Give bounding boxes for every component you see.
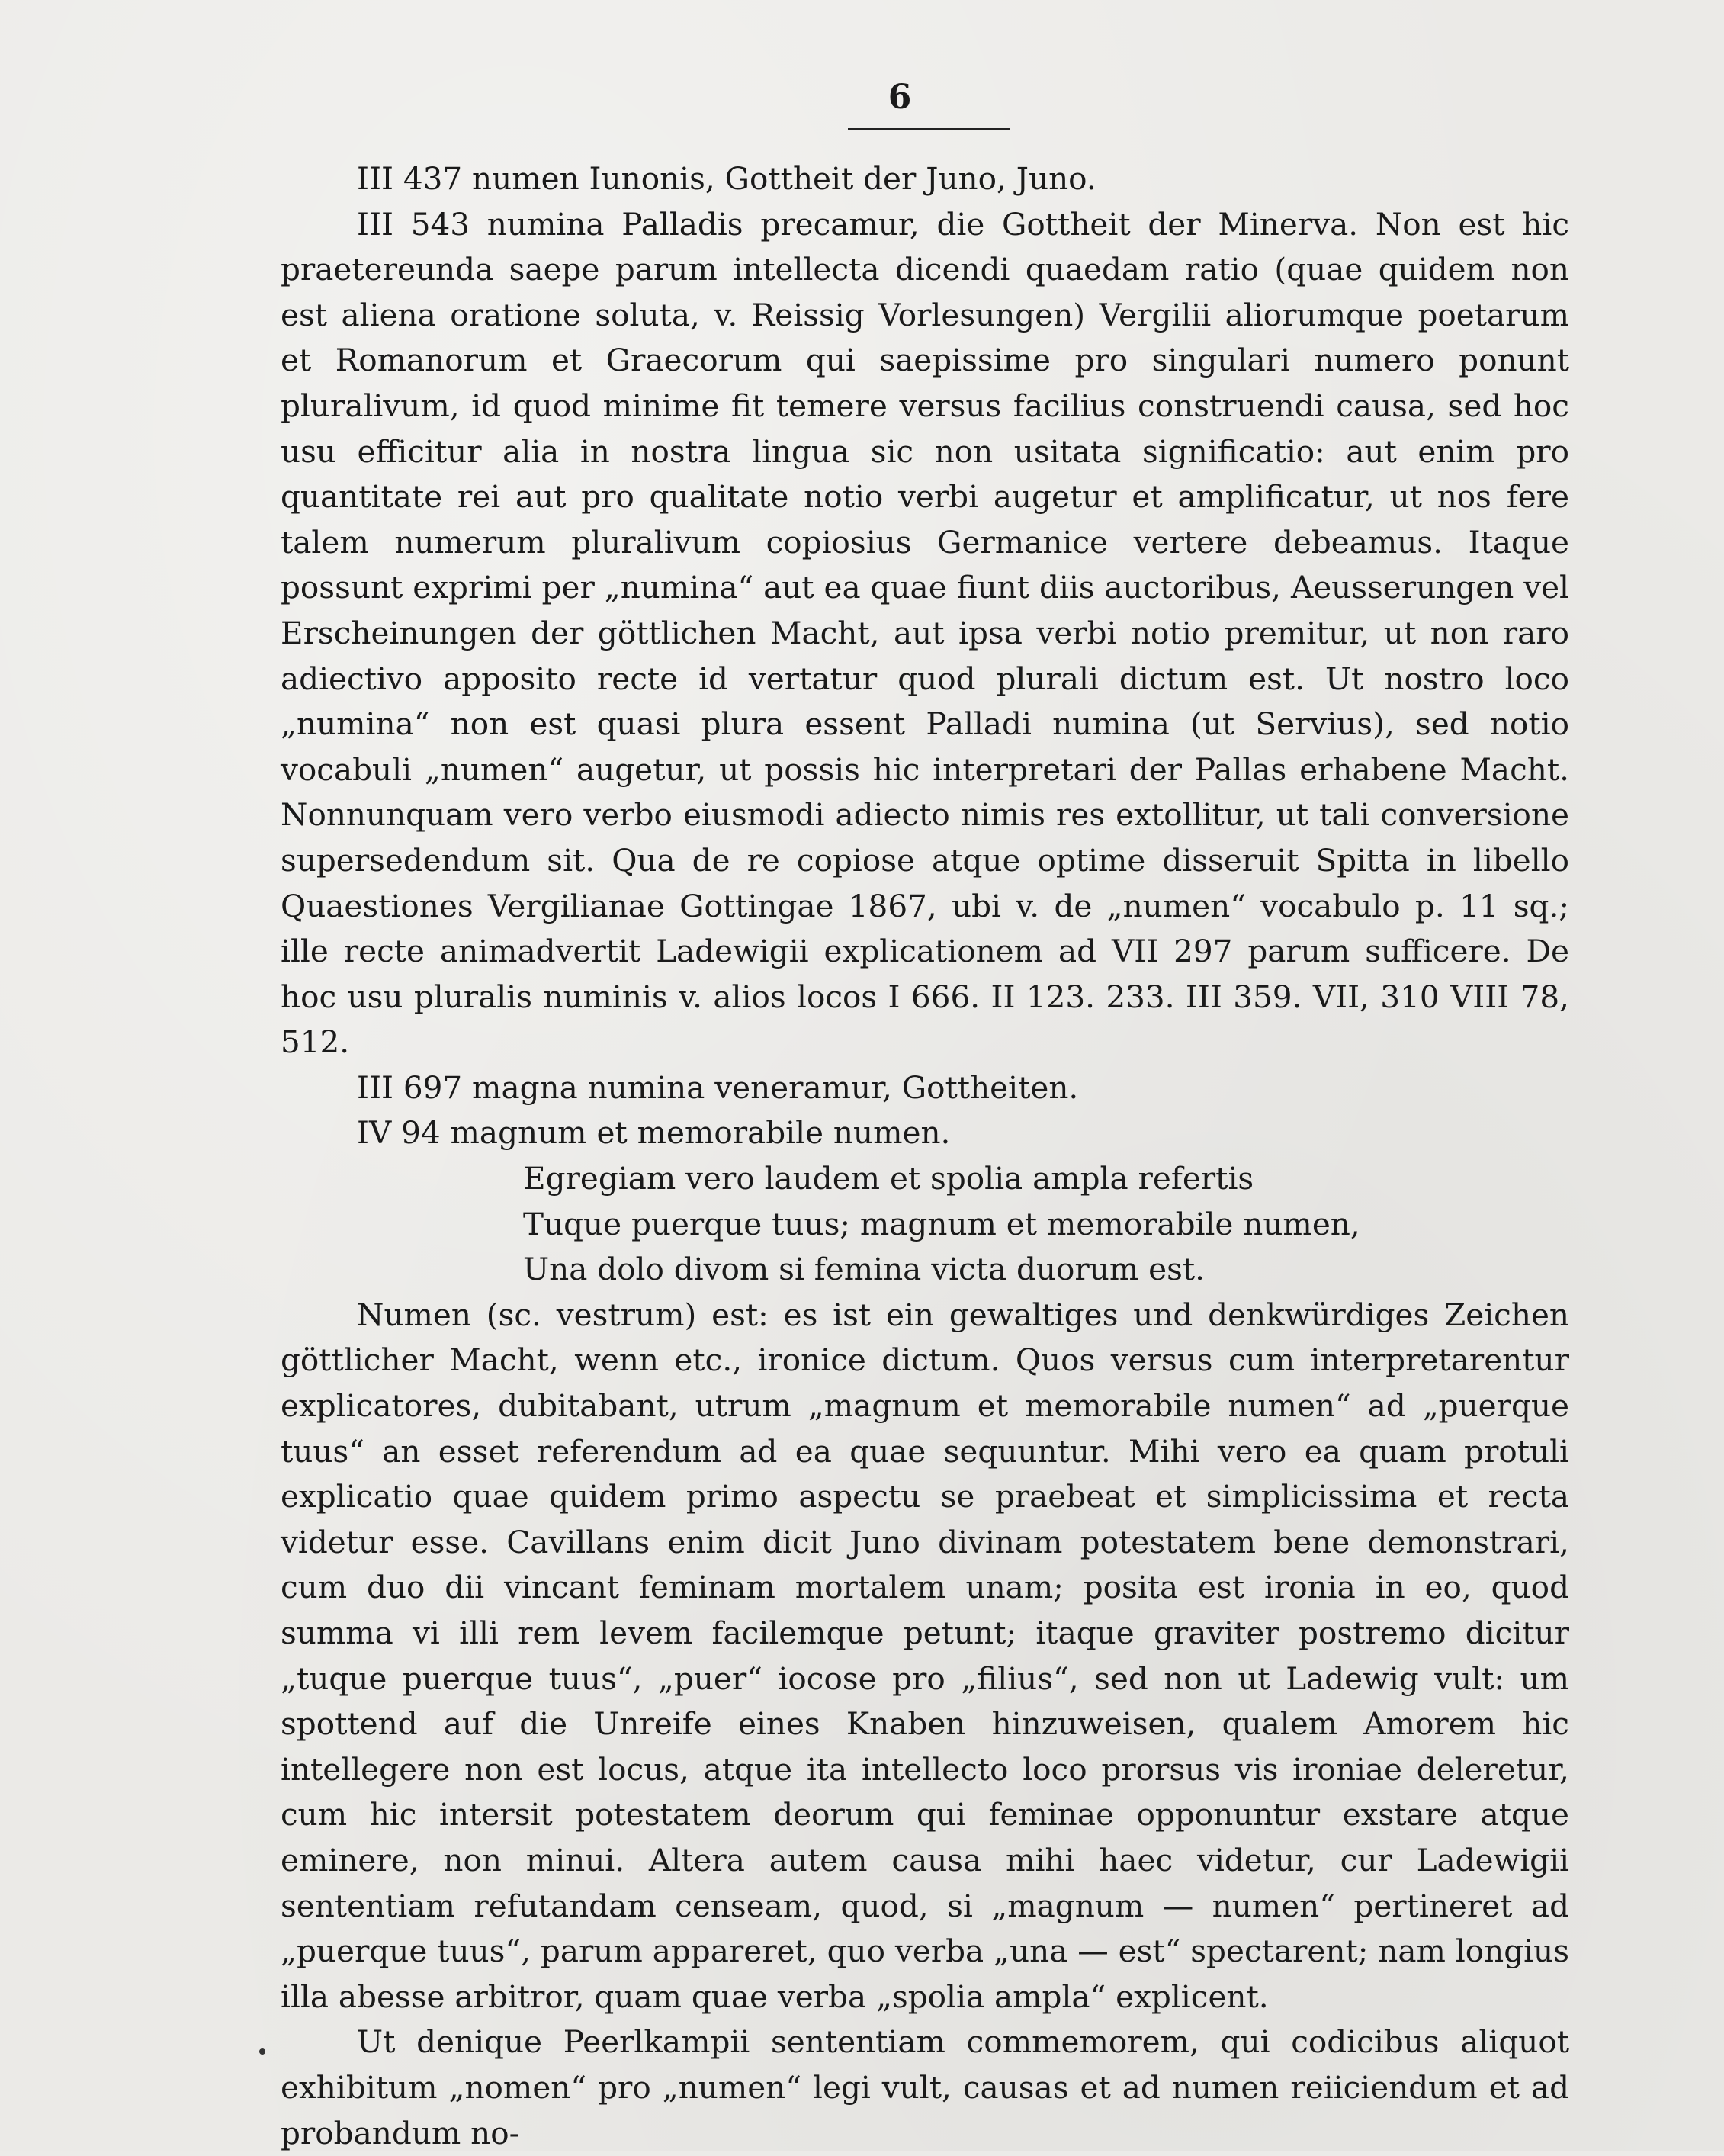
page-number-rule bbox=[848, 128, 1010, 130]
verse-line-3: Una dolo divom si femina victa duorum est. bbox=[523, 1251, 1206, 1288]
entry-iv-94: IV 94 magnum et memorabile numen. bbox=[357, 1114, 951, 1152]
entry-iii-437: III 437 numen Iunonis, Gottheit der Juno, Juno. bbox=[357, 160, 1096, 197]
main-text bbox=[281, 156, 1569, 2156]
entry-iii-697: III 697 magna numina veneramur, Gottheiten. bbox=[357, 1068, 1079, 1106]
verse-line-2: Tuque puerque tuus; magnum et memorabile numen, bbox=[523, 1205, 1360, 1242]
print-speck bbox=[259, 2048, 265, 2055]
paragraph-iii-543: III 543 numina Palladis precamur, die Gottheit der Minerva. Non est hic praetereunda saepe parum intellecta dicendi quaedam ratio (quae quidem non est aliena oratione soluta, v. Reissig Vorlesungen) Vergilii aliorumque poetarum et Romanorum et Graecorum qui saepissime pro singulari numero ponunt pluralivum, id quod minime fit temere versus facilius construendi causa, sed hoc usu efficitur alia in nostra lingua sic non usitata significatio: aut enim pro quantitate rei aut pro qualitate notio verbi augetur et amplificatur, ut nos fere talem numerum pluralivum copiosius Germanice vertere debeamus. Itaque possunt exprimi per „numina“ aut ea quae fiunt diis auctoribus, Aeusserungen vel Erscheinungen der göttlichen Macht, aut ipsa verbi notio premitur, ut non raro adiectivo apposito recte id vertatur quod plurali dictum est. Ut nostro loco „numina“ non est quasi plura essent Palladi numina (ut Servius), sed notio vocabuli „numen“ augetur, ut possis hic interpretari der Pallas erhabene Macht. Nonnunquam vero verbo eiusmodi adiecto nimis res extollitur, ut tali conversione supersedendum sit. Qua de re copiose atque optime disseruit Spitta in libello Quaestiones Vergilianae Gottingae 1867, ubi v. de „numen“ vocabulo p. 11 sq.; ille recte animadvertit Ladewigii explicationem ad VII 297 parum sufficere. De hoc usu pluralis numinis v. alios locos I 666. II 123. 233. III 359. VII, 310 VIII 78, 512. bbox=[281, 205, 1569, 1061]
verse-line-1: Egregiam vero laudem et spolia ampla refertis bbox=[523, 1160, 1254, 1197]
paragraph-peerlkamp: Ut denique Peerlkampii sententiam commemorem, qui codicibus aliquot exhibitum „nomen“ pro „numen“ legi vult, causas et ad numen reiiciendum et ad probandum no- bbox=[281, 2023, 1569, 2151]
paragraph-numen-commentary: Numen (sc. vestrum) est: es ist ein gewaltiges und denkwürdiges Zeichen göttlicher Macht, wenn etc., ironice dictum. Quos versus cum interpretarentur explicatores, dubitabant, utrum „magnum et memorabile numen“ ad „puerque tuus“ an esset referendum ad ea quae sequuntur. Mihi vero ea quam protuli explicatio quae quidem primo aspectu se praebeat et simplicissima et recta videtur esse. Cavillans enim dicit Juno divinam potestatem bene demonstrari, cum duo dii vincant feminam mortalem unam; posita est ironia in eo, quod summa vi illi rem levem facilemque petunt; itaque graviter postremo dicitur „tuque puerque tuus“, „puer“ iocose pro „filius“, sed non ut Ladewig vult: um spottend auf die Unreife eines Knaben hinzuweisen, qualem Amorem hic intellegere non est locus, atque ita intellecto loco prorsus vis ironiae deleretur, cum hic intersit potestatem deorum qui feminae opponuntur exstare atque eminere, non minui. Altera autem causa mihi haec videtur, cur Ladewigii sententiam refutandam censeam, quod, si „magnum — numen“ pertineret ad „puerque tuus“, parum appareret, quo verba „una — est“ spectarent; nam longius illa abesse arbitror, quam quae verba „spolia ampla“ explicent. bbox=[281, 1296, 1569, 2015]
page-number: 6 bbox=[888, 78, 912, 117]
